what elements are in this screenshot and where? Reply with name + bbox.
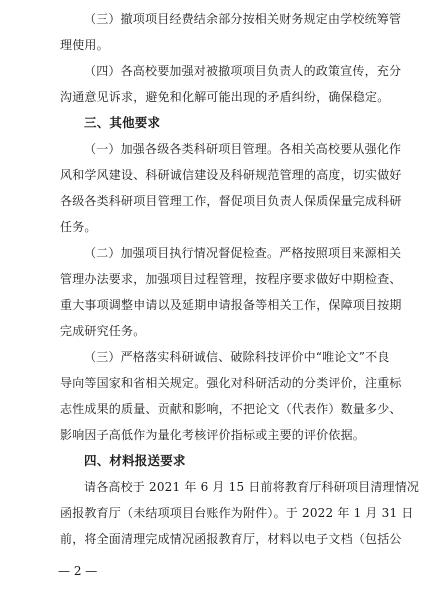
text-line: 各级各类科研项目管理工作，督促项目负责人保质保量完成科研 <box>60 194 402 208</box>
text-line: 志性成果的质量、贡献和影响，不把论文（代表作）数量多少、 <box>60 402 402 416</box>
text-line: （四）各高校要加强对被撤项项目负责人的政策宣传，充分 <box>84 64 402 78</box>
text-line: 风和学风建设、科研诚信建设及科研规范管理的高度，切实做好 <box>60 168 402 182</box>
text-line: 任务。 <box>60 220 97 234</box>
section-heading: 四、材料报送要求 <box>84 453 186 468</box>
section-heading: 三、其他要求 <box>84 115 161 130</box>
page-number: — 2 — <box>58 564 98 578</box>
text-line: 影响因子高低作为量化考核评价指标或主要的评价依据。 <box>60 428 366 442</box>
text-line: （一）加强各级各类科研项目管理。各相关高校要从强化作 <box>84 142 402 156</box>
text-line: 沟通意见诉求，避免和化解可能出现的矛盾纠纷，确保稳定。 <box>60 90 390 104</box>
text-line: 完成研究任务。 <box>60 324 146 338</box>
text-line: 管理办法要求，加强项目过程管理，按程序要求做好中期检查、 <box>60 272 402 286</box>
text-line: （三）撤项项目经费结余部分按相关财务规定由学校统筹管 <box>84 12 402 26</box>
text-line: 导向等国家和省相关规定。强化对科研活动的分类评价，注重标 <box>60 376 402 390</box>
text-line: 请各高校于 2021 年 6 月 15 日前将教育厅科研项目清理情况 <box>84 480 420 494</box>
text-line: 前，将全面清理完成情况函报教育厅，材料以电子文档（包括公 <box>60 532 402 546</box>
text-line: （二）加强项目执行情况督促检查。严格按照项目来源相关 <box>84 246 402 260</box>
text-line: 函报教育厅（未结项项目台账作为附件）。于 2022 年 1 月 31 日 <box>60 506 414 520</box>
text-line: （三）严格落实科研诚信、破除科技评价中“唯论文”不良 <box>84 350 390 364</box>
document-body <box>60 6 420 552</box>
text-line: 理使用。 <box>60 38 109 52</box>
text-line: 重大事项调整申请以及延期申请报备等相关工作，保障项目按期 <box>60 298 402 312</box>
